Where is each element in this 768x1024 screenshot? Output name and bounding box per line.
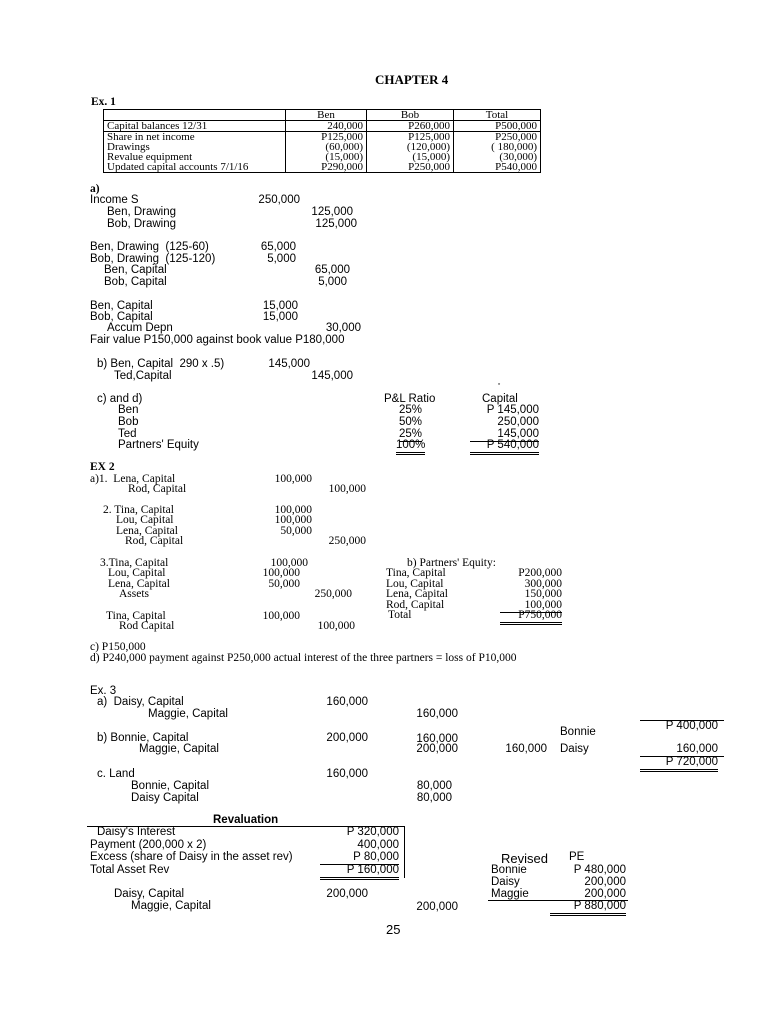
journal-debit: 65,000 [260, 241, 296, 253]
revaluation-label: Excess (share of Daisy in the asset rev) [90, 851, 293, 863]
equity-total: P750,000 [500, 610, 562, 625]
table-cell: P540,000 [454, 162, 541, 173]
journal-debit: 100,000 [274, 473, 312, 485]
journal-account: Rod Capital [119, 620, 175, 632]
journal-account: Income S [90, 194, 139, 206]
journal-account: Rod, Capital [125, 535, 184, 547]
partner-name: Bob [118, 416, 139, 428]
journal-account: Maggie, Capital [139, 743, 219, 755]
journal-credit: 30,000 [325, 322, 361, 334]
journal-credit: 5,000 [318, 276, 347, 288]
fair-value-note: Fair value P150,000 against book value P180,000 [90, 334, 345, 346]
revaluation-amount: P 320,000 [346, 826, 399, 838]
ex1-b-debit: 145,000 [268, 358, 310, 370]
revised-amount: 200,000 [584, 888, 626, 900]
revised-label: Revised [501, 851, 548, 866]
revised-partner: Bonnie [491, 864, 527, 876]
table-cell: 240,000 [286, 121, 367, 132]
equity-account: Tina, Capital [386, 567, 446, 579]
table-cell: Share in net income [104, 132, 286, 143]
journal-debit: 50,000 [268, 578, 300, 590]
journal-debit: 100,000 [274, 504, 312, 516]
equity-account: Lena, Capital [386, 588, 448, 600]
journal-account: Lena, Capital [116, 525, 178, 537]
journal-account: Rod, Capital [128, 483, 187, 495]
journal-credit: 65,000 [314, 264, 350, 276]
journal-account: Ben, Drawing [107, 206, 177, 218]
journal-credit: 250,000 [314, 588, 352, 600]
journal-credit: 100,000 [317, 620, 355, 632]
ex2-b-label: b) Partners' Equity: [407, 557, 496, 569]
revised-amount: P 480,000 [573, 864, 626, 876]
equity-amount: 300,000 [524, 578, 562, 590]
journal-account: Bob, Drawing [107, 218, 177, 230]
ex1-capital-table [103, 109, 541, 173]
revised-pe-label: PE [569, 851, 585, 863]
journal-debit: 15,000 [262, 311, 298, 323]
revaluation-label: Payment (200,000 x 2) [90, 839, 207, 851]
ex1-b-credit: 145,000 [311, 370, 353, 382]
journal-account: Bob, Capital [104, 276, 167, 288]
journal-debit: 160,000 [326, 696, 368, 708]
table-cell: Revalue equipment [104, 152, 286, 162]
ex1-heading: Ex. 1 [91, 96, 116, 108]
table-cell: (15,000) [367, 152, 454, 162]
table-cell: P125,000 [286, 132, 367, 143]
journal-account: Tina, Capital [106, 610, 166, 622]
partner-name: Ted [118, 428, 137, 440]
journal-credit: 125,000 [315, 218, 357, 230]
revised-partner: Maggie [491, 888, 529, 900]
table-cell: Capital balances 12/31 [104, 121, 286, 132]
journal-debit: 100,000 [270, 557, 308, 569]
revaluation-label: Total Asset Rev [90, 864, 170, 876]
journal-debit: 200,000 [326, 888, 368, 900]
journal-credit: 250,000 [328, 535, 366, 547]
ex2-d-line: d) P240,000 payment against P250,000 actual interest of the three partners = loss of P10,000 [90, 652, 517, 664]
revised-partner: Daisy [491, 876, 520, 888]
table-cell: P250,000 [454, 132, 541, 143]
journal-credit: 160,000 [416, 708, 458, 720]
journal-account: c. Land [97, 768, 135, 780]
journal-account: Ben, Drawing (125-60) [90, 241, 209, 253]
journal-account: b) Bonnie, Capital [97, 732, 189, 744]
journal-debit: 15,000 [262, 300, 298, 312]
journal-account: 3.Tina, Capital [100, 557, 169, 569]
partner-ratio: 25% [399, 428, 423, 440]
journal-account: Accum Depn [107, 322, 173, 334]
journal-account: a)1. Lena, Capital [90, 473, 176, 485]
ex2-heading: EX 2 [90, 461, 115, 473]
journal-debit: 100,000 [274, 514, 312, 526]
journal-credit: 80,000 [416, 792, 452, 804]
journal-debit: 250,000 [258, 194, 300, 206]
journal-account: Daisy, Capital [114, 888, 185, 900]
ex1-b-account2: Ted,Capital [114, 370, 172, 382]
table-cell: Updated capital accounts 7/1/16 [104, 162, 286, 173]
equity-amount: 100,000 [500, 600, 562, 613]
journal-credit: 200,000 [416, 901, 458, 913]
revised-total: P 880,000 [550, 901, 626, 916]
table-cell: (30,000) [454, 152, 541, 162]
table-cell: (60,000) [286, 142, 367, 152]
page-number: 25 [386, 922, 401, 937]
partners-equity-total: P 540,000 [470, 440, 539, 455]
journal-debit: 160,000 [326, 768, 368, 780]
table-row [104, 121, 541, 132]
partner-capital: P 145,000 [486, 404, 539, 416]
journal-debit: 200,000 [326, 732, 368, 744]
journal-credit: 160,000 [416, 733, 458, 745]
table-cell: P250,000 [367, 162, 454, 173]
pl-ratio-header: P&L Ratio [384, 393, 436, 405]
table-cell: P290,000 [286, 162, 367, 173]
capital-header: Capital [482, 393, 518, 405]
journal-account: Bob, Drawing (125-120) [90, 253, 216, 265]
revised-amount: 200,000 [584, 876, 626, 888]
revaluation-amount: P 80,000 [320, 852, 399, 865]
table-row [104, 132, 541, 143]
table-cell: ( 180,000) [454, 142, 541, 152]
journal-account: a) Daisy, Capital [97, 696, 184, 708]
side-total: P 720,000 [640, 757, 718, 772]
equity-account: Rod, Capital [386, 599, 445, 611]
table-header-bob: Bob [367, 110, 454, 121]
table-cell: (15,000) [286, 152, 367, 162]
journal-debit: 100,000 [262, 610, 300, 622]
revaluation-label: Daisy's Interest [97, 826, 176, 838]
journal-credit: 200,000 [416, 743, 458, 755]
tiny-mark: º [498, 382, 501, 390]
table-cell: (120,000) [367, 142, 454, 152]
ex2-c-line: c) P150,000 [90, 641, 146, 653]
journal-debit: 5,000 [267, 253, 296, 265]
partner-ratio: 25% [399, 404, 423, 416]
table-cell: P260,000 [367, 121, 454, 132]
equity-account: Lou, Capital [386, 578, 444, 590]
journal-account: Bob, Capital [90, 311, 153, 323]
side-label: Bonnie [560, 726, 596, 738]
equity-amount: 150,000 [524, 588, 562, 600]
table-row [104, 162, 541, 173]
journal-account: Lena, Capital [108, 578, 170, 590]
partner-capital: 145,000 [470, 429, 539, 442]
table-cell: P500,000 [454, 121, 541, 132]
journal-account: Maggie, Capital [131, 900, 211, 912]
side-amount: 160,000 [676, 743, 718, 755]
ex1-cd-label: c) and d) [97, 393, 143, 405]
journal-account: Maggie, Capital [148, 708, 228, 720]
journal-account: Bonnie, Capital [131, 780, 209, 792]
equity-amount: P200,000 [518, 567, 562, 579]
journal-account: Ben, Capital [104, 264, 167, 276]
partner-ratio: 50% [399, 416, 423, 428]
journal-debit: 50,000 [280, 525, 312, 537]
table-header-ben: Ben [286, 110, 367, 121]
journal-debit: 100,000 [262, 567, 300, 579]
journal-account: 2. Tina, Capital [103, 504, 174, 516]
ex3-heading: Ex. 3 [90, 685, 117, 697]
revaluation-amount: 400,000 [357, 839, 399, 851]
ex3-b-extra: 160,000 [505, 743, 547, 755]
revaluation-right-rule [404, 826, 405, 878]
ex1-a-label: a) [90, 183, 100, 195]
partners-equity-ratio: 100% [396, 440, 425, 455]
partners-equity-label: Partners' Equity [118, 439, 199, 451]
journal-credit: 125,000 [311, 206, 353, 218]
table-cell: Drawings [104, 142, 286, 152]
revaluation-title: Revaluation [213, 814, 279, 826]
journal-account: Ben, Capital [90, 300, 153, 312]
journal-account: Lou, Capital [108, 567, 166, 579]
journal-account: Daisy Capital [131, 792, 199, 804]
journal-credit: 80,000 [416, 780, 452, 792]
chapter-title: CHAPTER 4 [375, 72, 449, 87]
revaluation-total: P 160,000 [320, 865, 399, 880]
side-label: Daisy [560, 743, 589, 755]
side-amount: P 400,000 [665, 720, 718, 732]
ex1-b-account: b) Ben, Capital 290 x .5) [97, 358, 225, 370]
table-cell: P125,000 [367, 132, 454, 143]
partner-capital: 250,000 [497, 416, 539, 428]
partner-name: Ben [118, 404, 139, 416]
journal-credit: 100,000 [328, 483, 366, 495]
table-header-total: Total [454, 110, 541, 121]
journal-account: Assets [119, 588, 150, 600]
journal-account: Lou, Capital [116, 514, 174, 526]
equity-total-label: Total [388, 609, 412, 621]
table-header-blank [104, 110, 286, 121]
